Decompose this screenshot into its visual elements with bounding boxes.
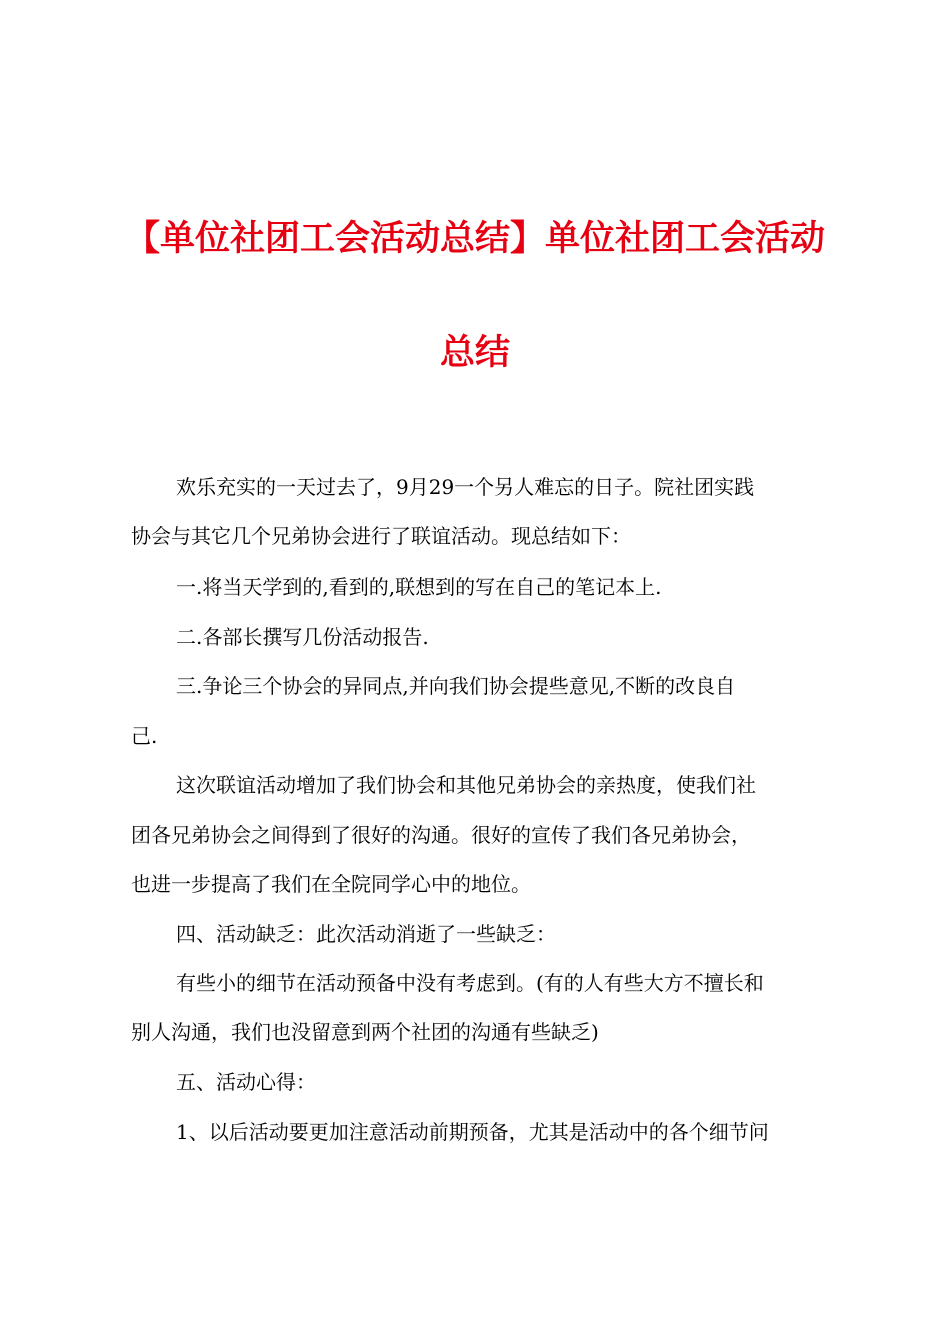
body-line: 欢乐充实的一天过去了，9月29一个另人难忘的日子。院社团实践 [176,475,755,499]
body-line: 二.各部长撰写几份活动报告. [176,625,429,649]
body-line: 三.争论三个协会的异同点,并向我们协会提些意见,不断的改良自 [176,674,736,698]
document-title-line-2: 总结 [439,333,510,373]
body-line: 别人沟通，我们也没留意到两个社团的沟通有些缺乏) [131,1020,599,1044]
body-line: 1、以后活动要更加注意活动前期预备，尤其是活动中的各个细节问 [176,1120,769,1144]
body-line: 这次联谊活动增加了我们协会和其他兄弟协会的亲热度，使我们社 [176,773,756,797]
body-line: 团各兄弟协会之间得到了很好的沟通。很好的宣传了我们各兄弟协会， [131,823,751,847]
body-line: 协会与其它几个兄弟协会进行了联谊活动。现总结如下： [131,524,631,548]
body-line: 己. [131,724,158,748]
body-line: 有些小的细节在活动预备中没有考虑到。(有的人有些大方不擅长和 [176,971,764,995]
body-line: 也进一步提高了我们在全院同学心中的地位。 [131,872,531,896]
document-title-line-1: 【单位社团工会活动总结】单位社团工会活动 [124,219,825,259]
body-line: 一.将当天学到的,看到的,联想到的写在自己的笔记本上. [176,575,662,599]
body-line: 四、活动缺乏：此次活动消逝了一些缺乏： [176,922,556,946]
body-line: 五、活动心得： [176,1070,316,1094]
